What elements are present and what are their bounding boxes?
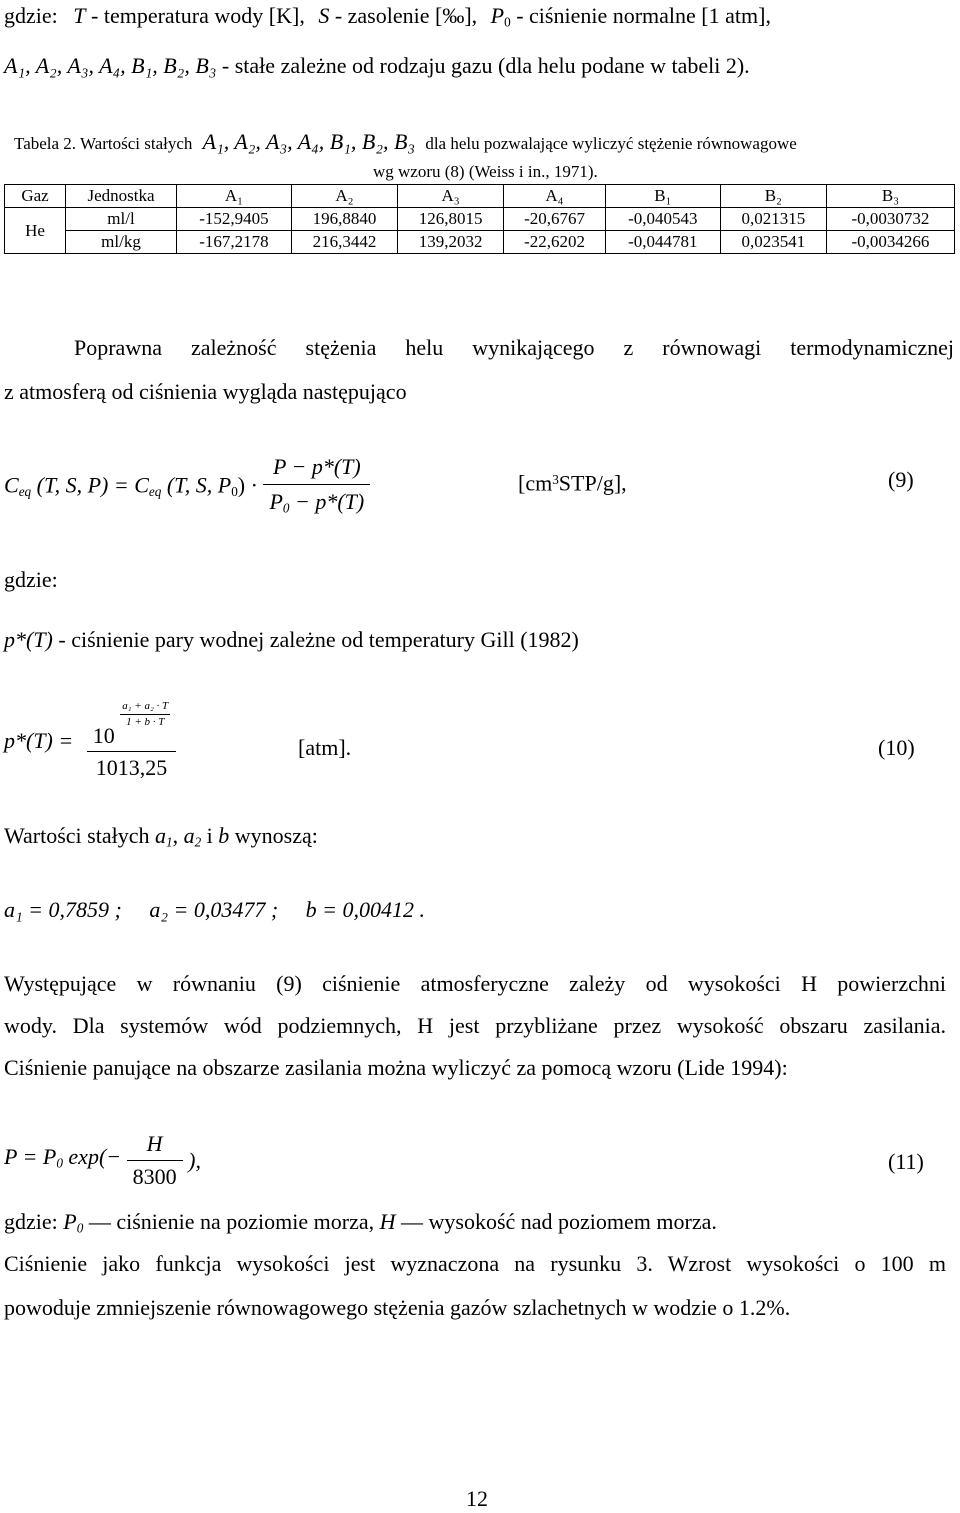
eq9-C-rhs: C [134,472,149,498]
values-line [4,896,425,924]
value-a1: a₁ = 0,7859 ; [4,897,122,922]
table-cell: ml/kg [66,231,177,254]
eq9-unit-pre: [cm [518,470,553,496]
eq11-exp: exp(− [62,1144,122,1170]
table-cell: -0,0030732 [826,208,954,231]
table-cell: ml/l [66,208,177,231]
constants-a1: a [154,823,166,848]
pstar-definition [4,626,579,654]
eq11-lhs [4,1143,121,1177]
table-header-row [5,185,955,208]
constants-table [4,184,955,254]
intro-line-1 [4,2,771,36]
eq10-fraction [87,700,176,782]
eq10-exponent [120,700,170,729]
table-caption-line-2: wg wzoru (8) (Weiss i in., 1971). [373,162,598,181]
header-cell: Gaz [5,185,66,208]
gdzie-3-line: gdzie: $P_0$ — ciśnienie na poziomie morza, H — wysokość nad poziomem morza. [4,1209,717,1236]
equation-11 [4,1130,201,1191]
table-caption-symbols: A₁, A₂, A₃, A₄, B₁, B₂, B₃ [202,129,416,154]
page-number: 12 [466,1486,488,1511]
gdzie-3-H: H [379,1209,396,1234]
table-cell: -152,9405 [177,208,292,231]
constants-b: b [218,823,230,848]
equation-9 [4,452,370,523]
eq11-numerator: H [127,1130,183,1161]
eq10-numerator [87,700,176,752]
eq10-exp-den: 1 + b · T [126,716,165,728]
header-cell: A₂ [291,185,397,208]
header-cell: A₄ [504,185,606,208]
constants-line [4,822,318,856]
symbol-T: T [73,3,86,28]
intro-temperature-text: - temperatura wody [K], [91,3,305,28]
eq9-unit-post: STP/g], [558,470,627,496]
eq9-fraction [263,452,370,523]
header-cell: Jednostka [66,185,177,208]
table-cell: 216,3442 [291,231,397,254]
eq10-denominator: 1013,25 [95,755,168,780]
constants-a2: a [183,823,195,848]
table-row [5,231,955,254]
table-caption-text: dla helu pozwalające wyliczyć stężenie równowagowe [425,134,797,153]
eq9-number: (9) [888,467,914,492]
eq9-numerator: P − p*(T) [263,452,370,485]
para2-line-2: wody. Dla systemów wód podziemnych, H jest przybliżane przez wysokość obszaru zasilania. [4,1013,946,1038]
intro-pressure-text: - ciśnienie normalne [1 atm], [516,3,771,28]
eq9-sub-eq-rhs: eq [148,484,162,499]
table-cell: 139,2032 [398,231,504,254]
para1-line-1: Poprawna zależność stężenia helu wynikającego z równowagi termodynamicznej [74,335,954,360]
table-cell: 0,021315 [720,208,826,231]
table-caption-label: Tabela 2. Wartości stałych [14,134,193,153]
eq9-close: ) · [237,472,258,498]
pstar-symbol: p*(T) [4,627,53,652]
value-b: b = 0,00412 . [305,897,426,922]
table-cell: -0,0034266 [826,231,954,254]
eq11-lhs-text: P = P [4,1144,57,1170]
eq11-close: ), [188,1147,201,1173]
symbol-S: S [318,3,330,28]
para3-line-2: powoduje zmniejszenie równowagowego stężenia gazów szlachetnych w wodzie o 1.2%. [4,1295,791,1320]
constants-text: - stałe zależne od rodzaju gazu (dla helu podane w tabeli 2). [221,53,750,78]
symbol-P0-sub: 0 [504,14,511,30]
gdzie-3-post: wysokość nad poziomem morza. [428,1209,717,1234]
constants-a2-sub: 2 [194,834,202,850]
header-cell: B₂ [720,185,826,208]
eq9-unit [518,466,627,498]
eq9-den-P: P [269,489,283,514]
constants-i: i [206,823,213,848]
eq10-base: 10 [92,723,115,748]
eq11-fraction [127,1130,183,1191]
pstar-text: - ciśnienie pary wodnej zależne od temperatury Gill (1982) [58,627,579,652]
eq9-den-rest: − p*(T) [289,489,365,514]
gdzie-3-pre: gdzie: [4,1209,58,1234]
table-caption-line-1 [14,128,797,158]
constants-line-pre: Wartości stałych [4,823,150,848]
eq11-lhs-sub: 0 [56,1155,63,1171]
eq10-lhs: p*(T) = [4,728,74,753]
header-cell: A₃ [398,185,504,208]
eq9-sub-0: 0 [231,484,238,499]
gdzie-label: gdzie: [4,567,58,592]
eq9-den-sub: 0 [282,500,290,516]
constants-a1-sub: 1 [165,834,173,850]
eq10-unit: [atm]. [298,735,352,760]
equation-10 [4,700,176,782]
header-cell: B₃ [826,185,954,208]
gdzie-3-mid: ciśnienie na poziomie morza, [116,1209,375,1234]
eq9-rhs-args: (T, S, P [166,472,232,498]
table-row [5,208,955,231]
table-cell: -0,044781 [605,231,720,254]
table-cell: -0,040543 [605,208,720,231]
table-cell: -167,2178 [177,231,292,254]
eq10-number: (10) [878,735,915,760]
eq9-lhs-args: (T, S, P) = [36,472,129,498]
constants-line-post: wynoszą: [234,823,318,848]
eq9-denominator [263,485,370,523]
constants-comma: , [172,823,179,848]
para1-line-2: z atmosferą od ciśnienia wygląda następująco [4,379,407,404]
intro-line-2 [4,52,750,80]
eq10-exp-num: a₁ + a₂ · T [120,700,170,715]
eq11-number: (11) [888,1149,924,1174]
table-cell: -20,6767 [504,208,606,231]
symbol-P0: P [490,3,505,28]
intro-gdzie: gdzie: [4,3,58,28]
constants-symbols: A₁, A₂, A₃, A₄, B₁, B₂, B₃ [4,53,217,78]
gdzie-3-P-sub: 0 [76,1220,84,1236]
intro-salinity-text: - zasolenie [‰], [334,3,478,28]
header-cell: A₁ [177,185,292,208]
para2-line-3: Ciśnienie panujące na obszarze zasilania można wyliczyć za pomocą wzoru (Lide 1994): [4,1055,788,1080]
table-cell: -22,6202 [504,231,606,254]
eq9-sub-eq: eq [18,484,32,499]
value-a2: a₂ = 0,03477 ; [149,897,279,922]
table-cell: 196,8840 [291,208,397,231]
para2-line-1: Występujące w równaniu (9) ciśnienie atmosferyczne zależy od wysokości H powierzchni [4,971,946,996]
eq11-denominator: 8300 [132,1164,177,1189]
table-cell: 0,023541 [720,231,826,254]
para3-line-1: Ciśnienie jako funkcja wysokości jest wyznaczona na rysunku 3. Wzrost wysokości o 100 m [4,1251,946,1276]
eq9-C: C [4,472,19,498]
table-cell: 126,8015 [398,208,504,231]
header-cell: B₁ [605,185,720,208]
eq9-unit-sup: 3 [552,472,559,487]
gdzie-3-P: P [63,1209,77,1234]
gas-cell: He [5,208,66,254]
